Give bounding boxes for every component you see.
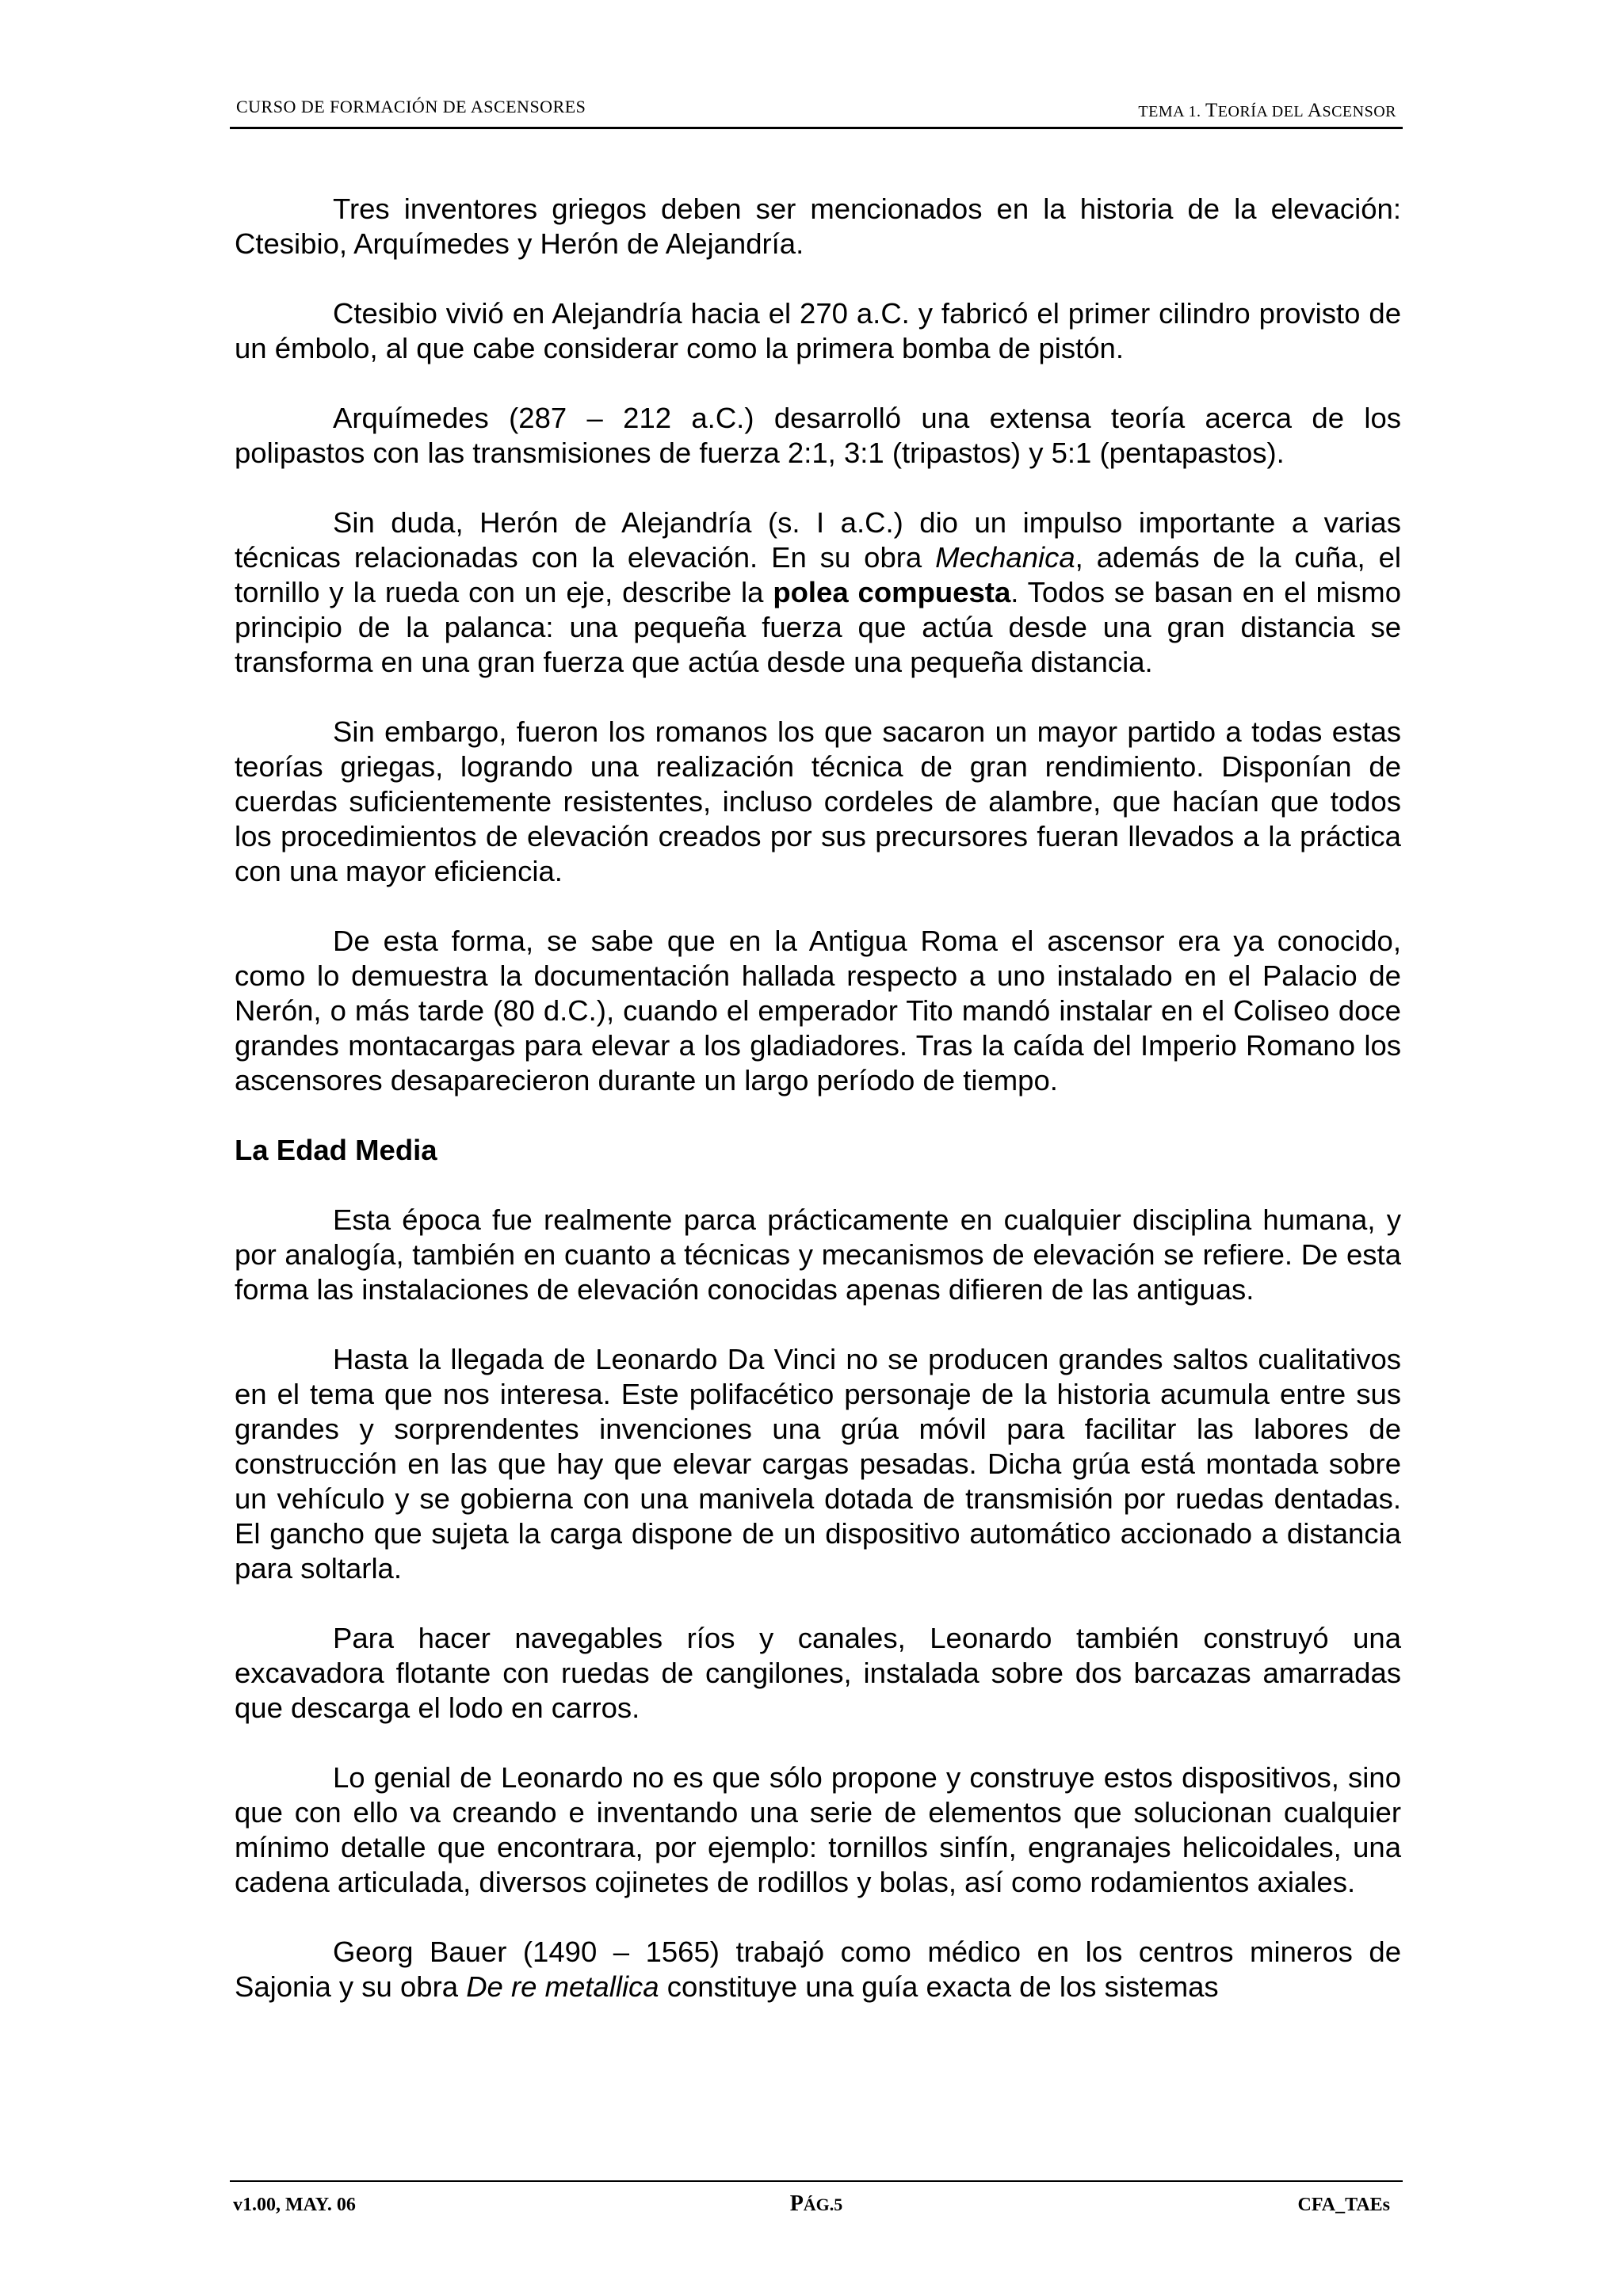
page-header [230,93,1403,129]
bauer-work-title: De re metallica [466,1970,659,2003]
heron-text-c: . Todos se basan en el mismo principio de la palanca: una pequeña fuerza que actúa desde una gran distancia se transforma en una gran fuerza que actúa desde una pequeña distancia. [235,576,1402,678]
bauer-text-b: constituye una guía exacta de los sistemas [659,1970,1219,2003]
heron-text-b: , además de la cuña, el tornillo y la rueda con un eje, describe la [235,541,1402,608]
paragraph-heron [235,505,1401,680]
footer-version: v1.00, MAY. 06 [233,2195,356,2215]
footer-page-rest: ÁG.5 [803,2195,843,2214]
paragraph-da-vinci: Hasta la llegada de Leonardo Da Vinci no se producen grandes saltos cualitativos en el tema que nos interesa. Este polifacético personaje de la historia acumula entre sus grandes y sorprendentes invenciones una grúa móvil para facilitar las labores de construcción en las que hay que elevar cargas pesadas. Dicha grúa está montada sobre un vehículo y se gobierna con una manivela dotada de transmisión por ruedas dentadas. El gancho que sujeta la carga dispone de un dispositivo automático accionado a distancia para soltarla. [235,1343,1401,1585]
paragraph-leonardo-genial: Lo genial de Leonardo no es que sólo propone y construye estos dispositivos, sino que con ello va creando e inventando una serie de elementos que solucionan cualquier mínimo detalle que encontrara, por ejemplo: tornillos sinfín, engranajes helicoidales, una cadena articulada, diversos cojinetes de rodillos y bolas, así como rodamientos axiales. [235,1761,1401,1898]
header-chapter-T: T [1205,100,1218,121]
header-chapter-A: A [1307,100,1323,121]
footer-page-number [230,2191,1403,2217]
paragraph-excavadora: Para hacer navegables ríos y canales, Leonardo también construyó una excavadora flotante con ruedas de cangilones, instalada sobre dos barcazas amarradas que descarga el lodo en carros. [235,1622,1401,1724]
section-heading-edad-media: La Edad Media [235,1134,437,1166]
bauer-text-a: Georg Bauer (1490 – 1565) trabajó como médico en los centros mineros de Sajonia y su obra [235,1936,1401,2003]
footer-page-P: P [789,2191,804,2216]
paragraph-bauer [235,1935,1401,2004]
paragraph-antigua-roma: De esta forma, se sabe que en la Antigua Roma el ascensor era ya conocido, como lo demuestra la documentación hallada respecto a uno instalado en el Palacio de Nerón, o más tarde (80 d.C.), cuando el emperador Tito mandó instalar en el Coliseo doce grandes montacargas para elevar a los gladiadores. Tras la caída del Imperio Romano los ascensores desaparecieron durante un largo período de tiempo. [235,925,1401,1097]
header-chapter-rest1: EORÍA DEL [1217,103,1308,120]
footer-doc-code: CFA_TAEs [1297,2195,1390,2215]
paragraph-inventores: Tres inventores griegos deben ser mencionados en la historia de la elevación: Ctesibio, Arquímedes y Herón de Alejandría. [235,193,1401,260]
paragraph-romanos: Sin embargo, fueron los romanos los que sacaron un mayor partido a todas estas teorías griegas, logrando una realización técnica de gran rendimiento. Disponían de cuerdas suficientemente resistentes, incluso cordeles de alambre, que hacían que todos los procedimientos de elevación creados por sus precursores fueran llevados a la práctica con una mayor eficiencia. [235,715,1401,887]
header-chapter-prefix: TEMA 1. [1138,103,1205,120]
page-body [235,192,1401,2004]
paragraph-arquimedes: Arquímedes (287 – 212 a.C.) desarrolló una extensa teoría acerca de los polipastos con las transmisiones de fuerza 2:1, 3:1 (tripastos) y 5:1 (pentapastos). [235,402,1401,469]
header-course-title: CURSO DE FORMACIÓN DE ASCENSORES [236,97,586,116]
header-chapter-title [1138,100,1396,122]
heron-text-a: Sin duda, Herón de Alejandría (s. I a.C.) dio un impulso importante a varias técnicas relacionadas con la elevación. En su obra [235,506,1401,574]
header-chapter-rest2: SCENSOR [1322,103,1396,120]
heron-bold-term: polea compuesta [773,576,1011,608]
heron-work-title: Mechanica [935,541,1075,574]
page-footer [230,2180,1403,2229]
paragraph-ctesibio: Ctesibio vivió en Alejandría hacia el 270 a.C. y fabricó el primer cilindro provisto de un émbolo, al que cabe considerar como la primera bomba de pistón. [235,297,1401,364]
paragraph-epoca: Esta época fue realmente parca prácticamente en cualquier disciplina humana, y por analogía, también en cuanto a técnicas y mecanismos de elevación se refiere. De esta forma las instalaciones de elevación conocidas apenas difieren de las antiguas. [235,1203,1401,1306]
